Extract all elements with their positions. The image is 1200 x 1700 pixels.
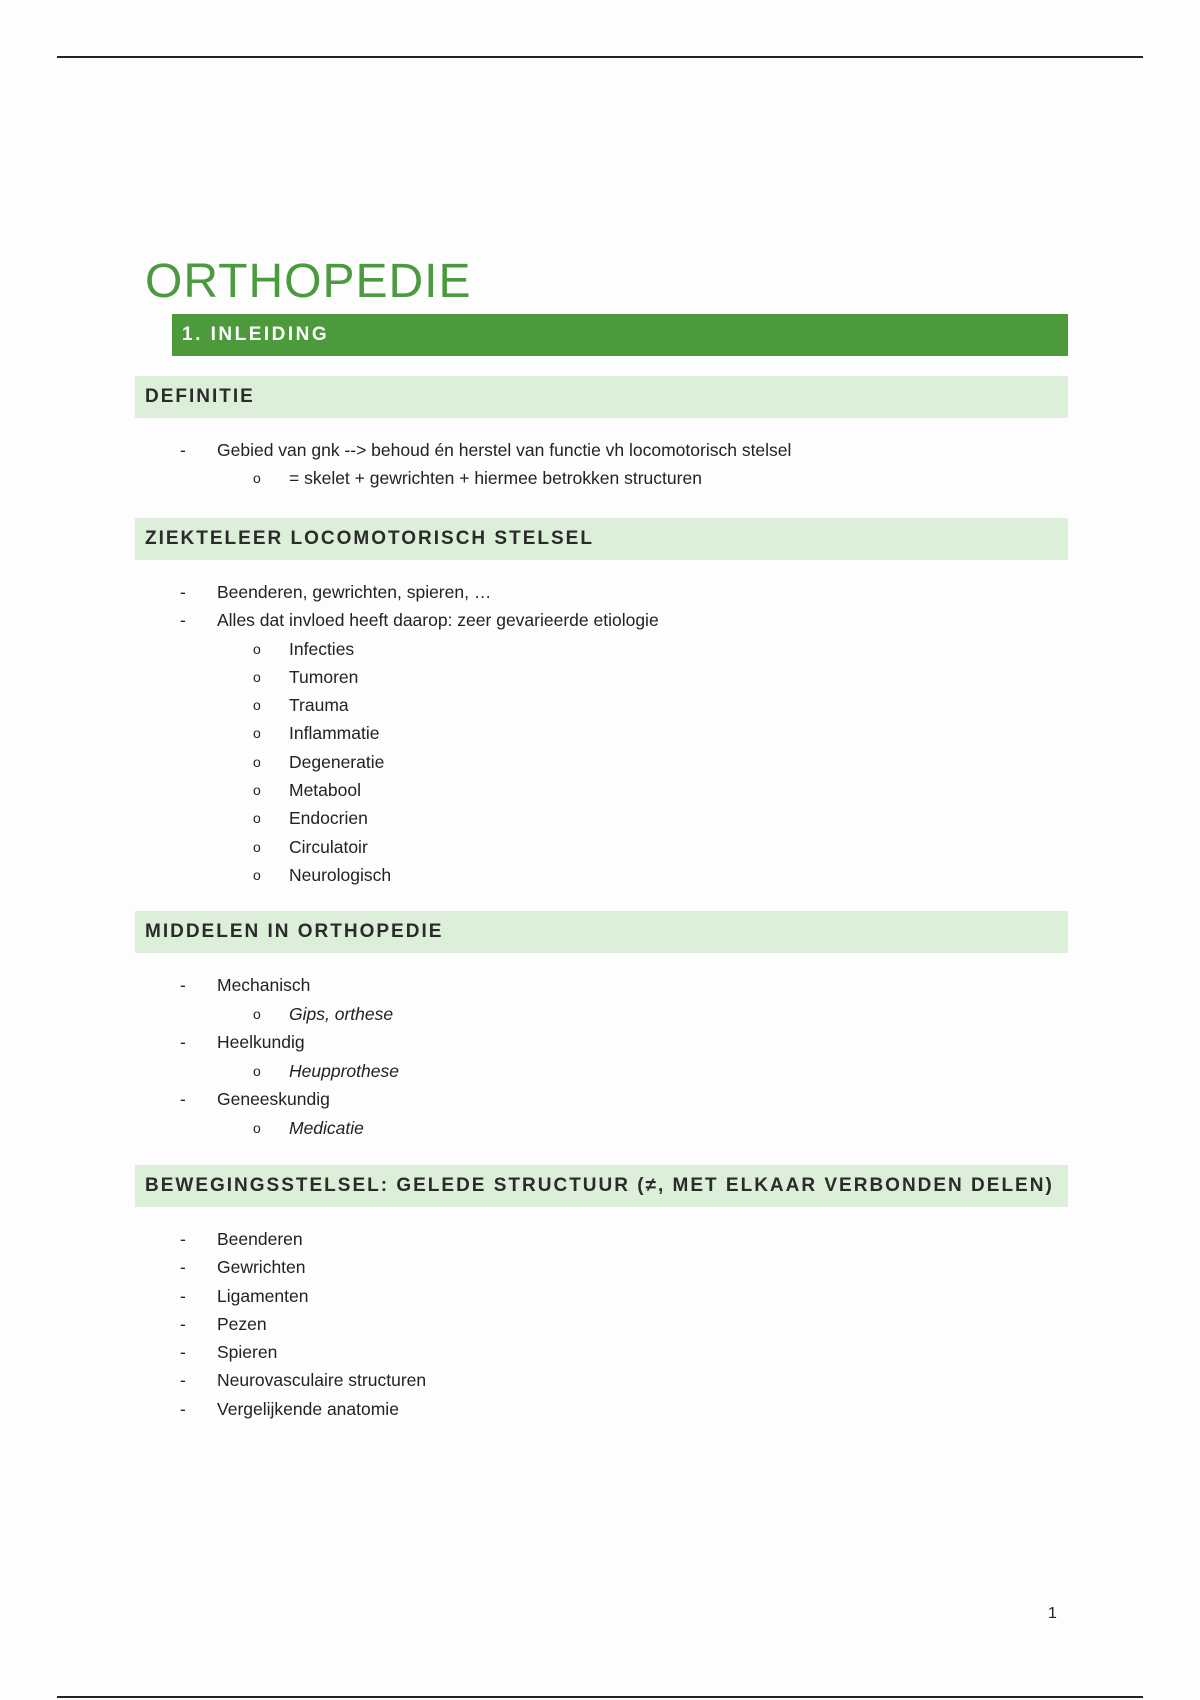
- list-item-text: Metabool: [289, 780, 361, 801]
- circle-bullet-icon: o: [253, 782, 261, 799]
- sub-list-item: [0, 691, 1200, 719]
- circle-bullet-icon: o: [253, 1119, 261, 1136]
- list-item-text: Trauma: [289, 695, 349, 716]
- list-item-text: Inflammatie: [289, 723, 380, 744]
- header-rule: [57, 56, 1143, 58]
- list-item-text: Neurovasculaire structuren: [217, 1370, 427, 1391]
- list-item: [0, 1338, 1200, 1366]
- list-item-text: Heelkundig: [217, 1032, 305, 1052]
- list-item: [0, 1366, 1200, 1394]
- circle-bullet-icon: o: [253, 725, 261, 742]
- circle-bullet-icon: o: [253, 697, 261, 714]
- list-item: [0, 1085, 1200, 1114]
- list-item-text: Neurologisch: [289, 864, 392, 885]
- sub-list-item: [0, 833, 1200, 861]
- sub-list-item: [0, 635, 1200, 663]
- dash-bullet-icon: -: [180, 1089, 186, 1109]
- page-number: 1: [1048, 1605, 1057, 1622]
- list-item-text: Alles dat invloed heeft daarop: zeer gevarieerde etiologie: [217, 610, 659, 631]
- circle-bullet-icon: o: [253, 866, 261, 883]
- list-item-text: Endocrien: [289, 808, 368, 829]
- circle-bullet-icon: o: [253, 668, 261, 685]
- dash-bullet-icon: -: [180, 440, 186, 460]
- section-list-middelen: [0, 971, 1200, 1142]
- dash-bullet-icon: -: [180, 1370, 186, 1391]
- circle-bullet-icon: o: [253, 838, 261, 855]
- list-item-text: Gebied van gnk --> behoud én herstel van functie vh locomotorisch stelsel: [217, 440, 792, 460]
- list-item-text: Degeneratie: [289, 751, 385, 772]
- section-heading-ziekteleer: ZIEKTELEER LOCOMOTORISCH STELSEL: [135, 518, 1068, 560]
- sub-list-item: [0, 719, 1200, 747]
- footer-rule: [57, 1696, 1143, 1698]
- list-item-text: Beenderen, gewrichten, spieren, …: [217, 582, 492, 602]
- section-list-bewegingsstelsel: [0, 1225, 1200, 1423]
- dash-bullet-icon: -: [180, 1257, 186, 1278]
- list-item: [0, 1310, 1200, 1338]
- circle-bullet-icon: o: [253, 1062, 261, 1079]
- dash-bullet-icon: -: [180, 1229, 186, 1249]
- dash-bullet-icon: -: [180, 610, 186, 631]
- list-item-text: Pezen: [217, 1313, 267, 1334]
- list-item-text: Tumoren: [289, 666, 359, 687]
- dash-bullet-icon: -: [180, 1313, 186, 1334]
- sub-list-item: [0, 464, 1200, 492]
- dash-bullet-icon: -: [180, 1285, 186, 1306]
- list-item: [0, 971, 1200, 1000]
- list-item-text: Ligamenten: [217, 1285, 309, 1306]
- sub-list-item: [0, 663, 1200, 691]
- list-item: [0, 578, 1200, 606]
- sub-list-item: [0, 1057, 1200, 1086]
- list-item: [0, 436, 1200, 464]
- list-item-text: Heupprothese: [289, 1060, 399, 1081]
- sub-list-item: [0, 861, 1200, 889]
- dash-bullet-icon: -: [180, 1398, 186, 1419]
- list-item: [0, 1395, 1200, 1423]
- list-item-text: Medicatie: [289, 1117, 364, 1138]
- list-item-text: Vergelijkende anatomie: [217, 1398, 399, 1419]
- list-item-text: Circulatoir: [289, 836, 368, 857]
- list-item: [0, 1225, 1200, 1253]
- sub-list-item: [0, 804, 1200, 832]
- list-item-text: Spieren: [217, 1342, 278, 1363]
- section-heading-bewegingsstelsel: BEWEGINGSSTELSEL: GELEDE STRUCTUUR (≠, MET ELKAAR VERBONDEN DELEN): [135, 1165, 1068, 1207]
- list-item-text: Mechanisch: [217, 975, 311, 995]
- section-heading-definitie: DEFINITIE: [135, 376, 1068, 418]
- section-heading-middelen: MIDDELEN IN ORTHOPEDIE: [135, 911, 1068, 953]
- sub-list-item: [0, 1000, 1200, 1029]
- section-list-ziekteleer: [0, 578, 1200, 889]
- list-item: [0, 1028, 1200, 1057]
- sub-list-item: [0, 748, 1200, 776]
- list-item-text: Gips, orthese: [289, 1003, 394, 1024]
- dash-bullet-icon: -: [180, 975, 186, 995]
- list-item: [0, 1282, 1200, 1310]
- circle-bullet-icon: o: [253, 810, 261, 827]
- list-item-text: Gewrichten: [217, 1257, 306, 1278]
- circle-bullet-icon: o: [253, 753, 261, 770]
- chapter-heading: 1. INLEIDING: [172, 314, 1068, 356]
- sub-list-item: [0, 776, 1200, 804]
- list-item: [0, 606, 1200, 634]
- sub-list-item: [0, 1114, 1200, 1143]
- circle-bullet-icon: o: [253, 640, 261, 657]
- page-title: ORTHOPEDIE: [145, 255, 472, 309]
- section-list-definitie: [0, 436, 1200, 493]
- circle-bullet-icon: o: [253, 470, 261, 487]
- dash-bullet-icon: -: [180, 1032, 186, 1052]
- list-item-text: Geneeskundig: [217, 1089, 330, 1109]
- list-item-text: Beenderen: [217, 1229, 303, 1249]
- list-item: [0, 1253, 1200, 1281]
- list-item-text: Infecties: [289, 638, 355, 659]
- dash-bullet-icon: -: [180, 1342, 186, 1363]
- circle-bullet-icon: o: [253, 1005, 261, 1022]
- list-item-text: = skelet + gewrichten + hiermee betrokken structuren: [289, 468, 702, 489]
- dash-bullet-icon: -: [180, 582, 186, 602]
